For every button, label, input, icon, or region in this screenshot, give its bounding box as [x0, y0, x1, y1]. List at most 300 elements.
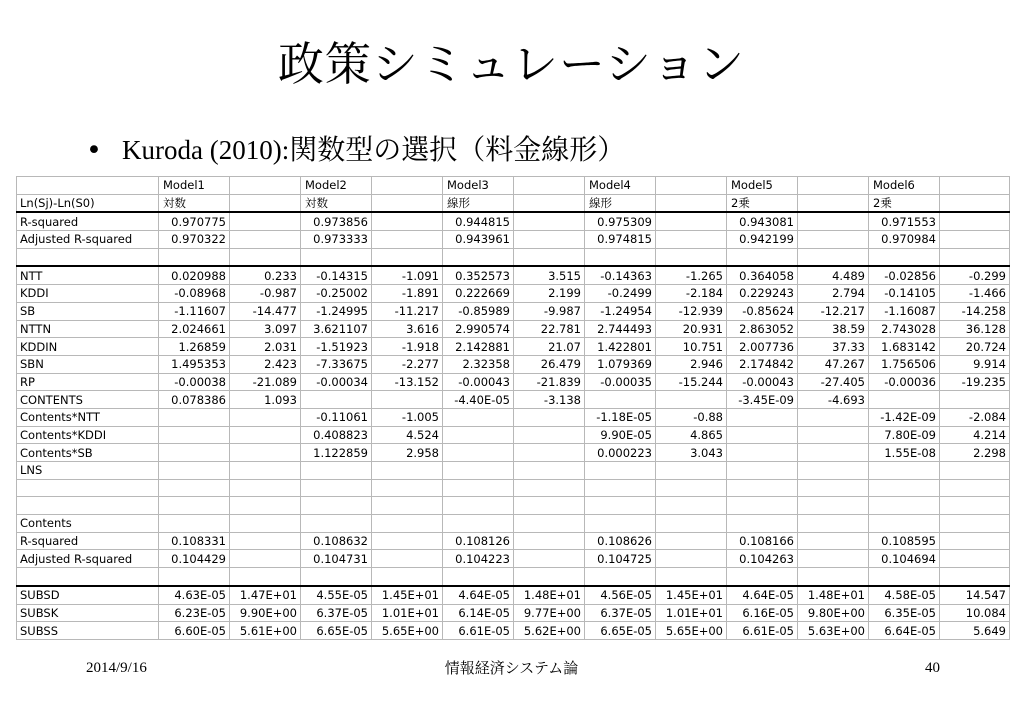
table-cell: -0.00034	[301, 373, 372, 391]
table-cell: -0.02856	[869, 266, 940, 284]
table-cell	[443, 497, 514, 515]
table-cell: 1.756506	[869, 355, 940, 373]
row-label-cell: KDDI	[17, 285, 159, 303]
table-cell	[798, 479, 869, 497]
table-cell: 0.971553	[869, 212, 940, 230]
table-row	[17, 532, 1010, 550]
table-cell: 0.229243	[727, 285, 798, 303]
table-cell	[869, 391, 940, 409]
table-cell	[514, 426, 585, 444]
table-cell: -1.51923	[301, 338, 372, 356]
table-cell: -0.14363	[585, 266, 656, 284]
table-cell: 2.007736	[727, 338, 798, 356]
table-cell	[372, 248, 443, 266]
table-row	[17, 426, 1010, 444]
table-cell	[798, 550, 869, 568]
table-cell: 4.58E-05	[869, 586, 940, 604]
table-cell	[443, 462, 514, 480]
table-cell	[230, 497, 301, 515]
table-cell	[727, 426, 798, 444]
table-cell: -2.277	[372, 355, 443, 373]
table-cell: 2.142881	[443, 338, 514, 356]
table-cell	[443, 444, 514, 462]
table-cell: 2.990574	[443, 320, 514, 338]
table-cell	[514, 248, 585, 266]
table-cell	[940, 479, 1010, 497]
table-cell	[798, 248, 869, 266]
row-label-cell: Adjusted R-squared	[17, 231, 159, 249]
table-cell: -12.217	[798, 302, 869, 320]
table-cell	[514, 479, 585, 497]
table-row	[17, 515, 1010, 533]
table-cell: -1.091	[372, 266, 443, 284]
table-cell: -9.987	[514, 302, 585, 320]
table-cell: 9.77E+00	[514, 604, 585, 622]
table-cell: Model6	[869, 177, 940, 195]
row-label-cell: SBN	[17, 355, 159, 373]
table-cell: 4.489	[798, 266, 869, 284]
table-cell: 対数	[301, 194, 372, 212]
table-cell	[940, 550, 1010, 568]
table-cell	[940, 515, 1010, 533]
table-cell	[940, 248, 1010, 266]
row-label-cell: Contents*NTT	[17, 408, 159, 426]
table-row	[17, 194, 1010, 212]
table-cell: -0.85624	[727, 302, 798, 320]
table-row	[17, 231, 1010, 249]
table-cell: 38.59	[798, 320, 869, 338]
table-cell	[656, 532, 727, 550]
table-cell: -4.693	[798, 391, 869, 409]
table-row	[17, 497, 1010, 515]
table-cell	[940, 177, 1010, 195]
table-cell	[230, 194, 301, 212]
slide-title: 政策シミュレーション	[277, 37, 746, 91]
table-cell	[443, 426, 514, 444]
table-cell: -1.42E-09	[869, 408, 940, 426]
table-cell: 2.743028	[869, 320, 940, 338]
table-cell: -12.939	[656, 302, 727, 320]
table-row	[17, 604, 1010, 622]
bullet-description: 関数型の選択（料金線形）	[289, 133, 626, 166]
table-cell: 3.515	[514, 266, 585, 284]
table-cell: 20.724	[940, 338, 1010, 356]
row-label-cell: Contents*SB	[17, 444, 159, 462]
table-cell: 4.865	[656, 426, 727, 444]
table-cell: 2.958	[372, 444, 443, 462]
table-cell: 4.64E-05	[443, 586, 514, 604]
table-cell: -0.88	[656, 408, 727, 426]
table-cell: 0.104263	[727, 550, 798, 568]
table-cell: 2乗	[869, 194, 940, 212]
row-label-cell: KDDIN	[17, 338, 159, 356]
table-cell	[230, 426, 301, 444]
table-cell: Model4	[585, 177, 656, 195]
footer-course-name: 情報経済システム論	[444, 659, 579, 677]
table-cell: -0.14315	[301, 266, 372, 284]
table-cell	[940, 568, 1010, 586]
table-cell	[727, 462, 798, 480]
table-cell: 9.90E-05	[585, 426, 656, 444]
table-cell: 2.946	[656, 355, 727, 373]
table-cell: 6.14E-05	[443, 604, 514, 622]
table-cell: -0.00036	[869, 373, 940, 391]
table-cell: 1.093	[230, 391, 301, 409]
table-cell	[656, 194, 727, 212]
table-cell	[585, 515, 656, 533]
table-cell: 5.65E+00	[656, 622, 727, 640]
table-cell	[798, 515, 869, 533]
table-cell: 線形	[443, 194, 514, 212]
table-cell: -19.235	[940, 373, 1010, 391]
table-cell	[159, 426, 230, 444]
table-cell: 1.079369	[585, 355, 656, 373]
table-cell	[727, 479, 798, 497]
table-cell: 4.55E-05	[301, 586, 372, 604]
table-row	[17, 285, 1010, 303]
table-cell: 線形	[585, 194, 656, 212]
table-cell	[514, 231, 585, 249]
table-cell: 20.931	[656, 320, 727, 338]
table-cell: Model2	[301, 177, 372, 195]
table-cell: 0.973333	[301, 231, 372, 249]
table-cell: 0.104429	[159, 550, 230, 568]
table-cell	[798, 194, 869, 212]
table-cell	[656, 550, 727, 568]
table-cell	[514, 408, 585, 426]
table-cell	[585, 497, 656, 515]
table-cell: 0.104694	[869, 550, 940, 568]
table-cell	[514, 515, 585, 533]
table-cell	[301, 462, 372, 480]
table-cell	[940, 231, 1010, 249]
table-cell	[372, 194, 443, 212]
row-label-cell: Ln(Sj)-Ln(S0)	[17, 194, 159, 212]
table-cell	[940, 532, 1010, 550]
table-cell: 5.649	[940, 622, 1010, 640]
table-cell: 0.108126	[443, 532, 514, 550]
table-cell: 7.80E-09	[869, 426, 940, 444]
table-row	[17, 462, 1010, 480]
table-cell: 36.128	[940, 320, 1010, 338]
table-cell: -15.244	[656, 373, 727, 391]
table-row	[17, 550, 1010, 568]
table-row	[17, 622, 1010, 640]
table-cell	[301, 479, 372, 497]
table-cell: 5.62E+00	[514, 622, 585, 640]
table-cell	[443, 479, 514, 497]
table-cell: -1.11607	[159, 302, 230, 320]
table-cell: -1.005	[372, 408, 443, 426]
table-cell	[798, 231, 869, 249]
table-cell	[798, 444, 869, 462]
table-cell: 5.65E+00	[372, 622, 443, 640]
row-label-cell: NTT	[17, 266, 159, 284]
table-cell	[301, 515, 372, 533]
table-cell: 0.222669	[443, 285, 514, 303]
table-cell	[514, 212, 585, 230]
table-cell: 1.422801	[585, 338, 656, 356]
table-cell	[443, 568, 514, 586]
table-cell: -0.987	[230, 285, 301, 303]
table-row	[17, 408, 1010, 426]
table-cell: -0.2499	[585, 285, 656, 303]
table-cell: 6.35E-05	[869, 604, 940, 622]
table-cell	[798, 497, 869, 515]
table-cell: 6.61E-05	[727, 622, 798, 640]
table-cell	[159, 479, 230, 497]
table-cell: 1.45E+01	[372, 586, 443, 604]
table-cell: 1.48E+01	[798, 586, 869, 604]
table-cell: -0.25002	[301, 285, 372, 303]
table-cell	[727, 444, 798, 462]
table-cell	[230, 231, 301, 249]
table-cell	[301, 568, 372, 586]
row-label-cell: SUBSS	[17, 622, 159, 640]
table-cell: 0.078386	[159, 391, 230, 409]
table-cell: -7.33675	[301, 355, 372, 373]
table-cell	[230, 479, 301, 497]
table-cell	[514, 550, 585, 568]
table-cell: -1.18E-05	[585, 408, 656, 426]
table-cell: 6.60E-05	[159, 622, 230, 640]
table-cell: 2.794	[798, 285, 869, 303]
table-cell: -0.00043	[727, 373, 798, 391]
table-row	[17, 212, 1010, 230]
table-cell	[869, 515, 940, 533]
table-cell	[372, 479, 443, 497]
table-cell	[798, 408, 869, 426]
table-cell: 9.90E+00	[230, 604, 301, 622]
table-row	[17, 248, 1010, 266]
table-cell	[372, 212, 443, 230]
table-cell: 14.547	[940, 586, 1010, 604]
table-row	[17, 373, 1010, 391]
table-cell: -14.258	[940, 302, 1010, 320]
row-label-cell	[17, 568, 159, 586]
row-label-cell: LNS	[17, 462, 159, 480]
table-cell	[372, 532, 443, 550]
table-cell: 2.32358	[443, 355, 514, 373]
table-cell: 0.943081	[727, 212, 798, 230]
row-label-cell: SUBSD	[17, 586, 159, 604]
table-cell	[798, 177, 869, 195]
table-cell: -1.891	[372, 285, 443, 303]
bullet-dot-icon: •	[86, 135, 102, 166]
table-cell: 0.408823	[301, 426, 372, 444]
table-row	[17, 320, 1010, 338]
table-cell: 6.16E-05	[727, 604, 798, 622]
table-cell	[798, 426, 869, 444]
table-cell	[656, 248, 727, 266]
table-cell: 0.108166	[727, 532, 798, 550]
page-number: 40	[925, 660, 940, 676]
table-cell: 2.031	[230, 338, 301, 356]
table-cell: 0.942199	[727, 231, 798, 249]
table-cell: 21.07	[514, 338, 585, 356]
table-cell: 4.524	[372, 426, 443, 444]
table-cell: 2.174842	[727, 355, 798, 373]
table-cell	[869, 248, 940, 266]
table-cell: -0.00038	[159, 373, 230, 391]
table-cell: -11.217	[372, 302, 443, 320]
table-cell: 2.298	[940, 444, 1010, 462]
table-cell: -1.918	[372, 338, 443, 356]
table-cell: 10.084	[940, 604, 1010, 622]
table-row	[17, 338, 1010, 356]
table-cell	[230, 444, 301, 462]
table-cell	[656, 177, 727, 195]
table-cell	[230, 177, 301, 195]
table-cell	[230, 462, 301, 480]
row-label-cell	[17, 497, 159, 515]
table-cell: 0.352573	[443, 266, 514, 284]
table-cell	[159, 408, 230, 426]
table-cell: 0.970322	[159, 231, 230, 249]
table-cell: 1.01E+01	[372, 604, 443, 622]
table-cell: 1.47E+01	[230, 586, 301, 604]
table-cell: 4.56E-05	[585, 586, 656, 604]
table-cell	[656, 231, 727, 249]
table-cell	[443, 248, 514, 266]
table-row	[17, 355, 1010, 373]
table-cell: 6.65E-05	[585, 622, 656, 640]
table-cell	[230, 550, 301, 568]
table-cell: 0.233	[230, 266, 301, 284]
table-cell: 9.914	[940, 355, 1010, 373]
table-cell	[940, 212, 1010, 230]
table-cell: 9.80E+00	[798, 604, 869, 622]
table-cell: 6.37E-05	[301, 604, 372, 622]
table-cell: 4.63E-05	[159, 586, 230, 604]
table-cell: 6.61E-05	[443, 622, 514, 640]
table-cell: 0.104725	[585, 550, 656, 568]
row-label-cell: Contents*KDDI	[17, 426, 159, 444]
table-cell: -0.11061	[301, 408, 372, 426]
table-cell	[514, 568, 585, 586]
table-row	[17, 568, 1010, 586]
table-cell: -0.08968	[159, 285, 230, 303]
table-row	[17, 391, 1010, 409]
table-cell: 0.975309	[585, 212, 656, 230]
row-label-cell: Contents	[17, 515, 159, 533]
table-cell: 0.970984	[869, 231, 940, 249]
row-label-cell: CONTENTS	[17, 391, 159, 409]
footer-date: 2014/9/16	[86, 660, 147, 676]
table-cell: 2乗	[727, 194, 798, 212]
table-cell: 1.48E+01	[514, 586, 585, 604]
table-cell: 3.043	[656, 444, 727, 462]
table-cell: 47.267	[798, 355, 869, 373]
table-cell	[514, 177, 585, 195]
table-cell	[585, 248, 656, 266]
table-row	[17, 479, 1010, 497]
table-cell: 0.020988	[159, 266, 230, 284]
table-cell	[301, 248, 372, 266]
table-cell	[798, 532, 869, 550]
table-cell: -2.184	[656, 285, 727, 303]
table-cell: -21.839	[514, 373, 585, 391]
table-cell: 0.108595	[869, 532, 940, 550]
table-cell	[372, 462, 443, 480]
row-label-cell	[17, 177, 159, 195]
table-cell	[798, 568, 869, 586]
row-label-cell: R-squared	[17, 212, 159, 230]
table-cell: -0.299	[940, 266, 1010, 284]
table-cell: 2.024661	[159, 320, 230, 338]
row-label-cell: NTTN	[17, 320, 159, 338]
table-cell: 1.55E-08	[869, 444, 940, 462]
table-cell	[656, 497, 727, 515]
table-cell	[656, 515, 727, 533]
table-cell	[940, 462, 1010, 480]
table-cell: 3.621107	[301, 320, 372, 338]
table-cell	[869, 497, 940, 515]
table-cell: 0.364058	[727, 266, 798, 284]
table-cell: 0.973856	[301, 212, 372, 230]
row-label-cell: SB	[17, 302, 159, 320]
table-cell	[656, 391, 727, 409]
row-label-cell: R-squared	[17, 532, 159, 550]
table-cell	[159, 462, 230, 480]
table-cell	[514, 194, 585, 212]
table-cell	[798, 212, 869, 230]
table-cell	[159, 248, 230, 266]
table-cell: 26.479	[514, 355, 585, 373]
table-cell	[159, 568, 230, 586]
table-cell: 1.122859	[301, 444, 372, 462]
table-cell	[727, 568, 798, 586]
table-cell	[514, 497, 585, 515]
table-cell	[869, 479, 940, 497]
table-cell: 6.64E-05	[869, 622, 940, 640]
table-cell	[585, 391, 656, 409]
table-cell: 0.108626	[585, 532, 656, 550]
table-cell: 0.108331	[159, 532, 230, 550]
table-cell: 3.097	[230, 320, 301, 338]
table-cell	[727, 248, 798, 266]
row-label-cell: Adjusted R-squared	[17, 550, 159, 568]
table-cell: 対数	[159, 194, 230, 212]
table-cell: 3.616	[372, 320, 443, 338]
table-cell: 0.943961	[443, 231, 514, 249]
table-row	[17, 444, 1010, 462]
table-cell	[869, 462, 940, 480]
table-cell: -1.24954	[585, 302, 656, 320]
table-cell	[940, 194, 1010, 212]
table-cell: 0.104223	[443, 550, 514, 568]
table-cell: 5.63E+00	[798, 622, 869, 640]
table-cell	[372, 391, 443, 409]
table-cell	[514, 462, 585, 480]
table-cell: 0.944815	[443, 212, 514, 230]
table-cell: 0.104731	[301, 550, 372, 568]
table-cell	[514, 532, 585, 550]
table-cell: 2.423	[230, 355, 301, 373]
table-row	[17, 302, 1010, 320]
table-cell	[301, 497, 372, 515]
table-row	[17, 586, 1010, 604]
table-cell: -1.16087	[869, 302, 940, 320]
table-cell	[372, 550, 443, 568]
table-cell	[159, 515, 230, 533]
table-cell: 22.781	[514, 320, 585, 338]
table-cell	[301, 391, 372, 409]
table-cell	[159, 444, 230, 462]
table-cell: 0.970775	[159, 212, 230, 230]
table-cell	[585, 462, 656, 480]
table-cell: 1.683142	[869, 338, 940, 356]
